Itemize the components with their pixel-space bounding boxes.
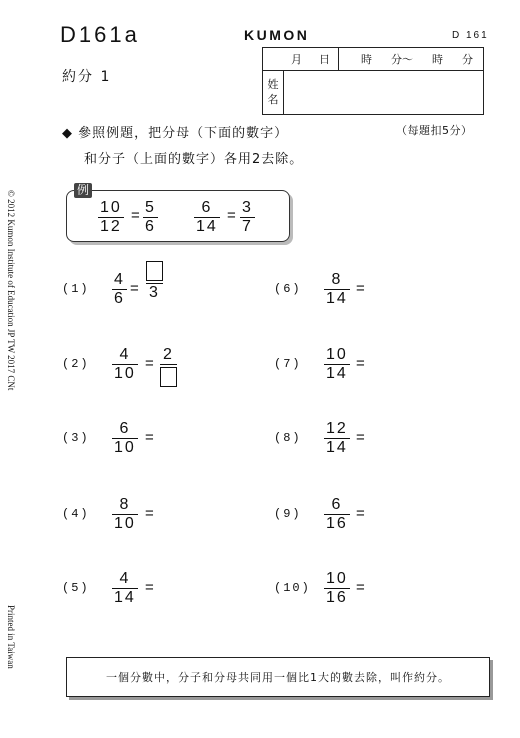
minute-start-label: 分～ xyxy=(391,53,413,66)
numerator: 12 xyxy=(326,420,348,437)
kumon-logo: KUMON xyxy=(244,27,310,43)
numerator: 10 xyxy=(326,346,348,363)
numerator: 4 xyxy=(119,570,131,587)
numerator: 5 xyxy=(145,199,156,216)
problem-number: (4) xyxy=(62,507,90,521)
numerator: 6 xyxy=(201,199,213,216)
problem-5-fraction xyxy=(112,570,138,607)
problem-7-fraction xyxy=(324,346,350,383)
denominator: 16 xyxy=(326,589,348,606)
problem-1-answer xyxy=(146,261,163,302)
worksheet-code: D161a xyxy=(60,22,140,47)
numerator: 6 xyxy=(331,496,343,513)
example-1-answer xyxy=(143,199,158,236)
time-cell xyxy=(339,48,483,70)
definition-text: 一個分數中，分子和分母共同用一個比1大的數去除，叫作約分。 xyxy=(106,671,450,684)
equals-sign: = xyxy=(145,579,154,596)
denominator: 7 xyxy=(242,218,253,235)
problem-10-fraction xyxy=(324,570,350,607)
worksheet-code-small: D 161 xyxy=(452,30,489,41)
problem-number: (6) xyxy=(274,282,302,296)
hour-end-label: 時 xyxy=(432,53,443,66)
problem-2-answer xyxy=(160,346,177,387)
denominator: 12 xyxy=(100,218,122,235)
name-label-top: 姓 xyxy=(267,78,279,91)
denominator: 3 xyxy=(149,284,160,301)
problem-number: (9) xyxy=(274,507,302,521)
equals-sign: = xyxy=(145,505,154,522)
problem-number: (8) xyxy=(274,431,302,445)
numerator: 2 xyxy=(163,346,174,363)
instruction xyxy=(62,121,303,173)
problem-number: (2) xyxy=(62,357,90,371)
name-field[interactable] xyxy=(284,71,483,114)
copyright-text: © 2012 Kumon Institute of Education JP TW 2017 CNt xyxy=(6,190,16,391)
denominator: 14 xyxy=(326,290,348,307)
denominator: 6 xyxy=(114,290,125,307)
denominator: 14 xyxy=(196,218,218,235)
denominator: 10 xyxy=(114,515,136,532)
denominator-answer-box[interactable] xyxy=(160,367,177,387)
equals-sign: = xyxy=(131,207,140,224)
example-tag: 例 xyxy=(74,183,92,198)
problem-number: (10) xyxy=(274,581,311,595)
numerator: 10 xyxy=(100,199,122,216)
problem-number: (1) xyxy=(62,282,90,296)
instruction-line-1: ◆ 參照例題，把分母（下面的數字） xyxy=(62,126,289,141)
printed-in-vertical xyxy=(2,605,22,715)
problem-8-fraction xyxy=(324,420,350,457)
equals-sign: = xyxy=(356,579,365,596)
fraction-bar xyxy=(160,364,177,365)
problem-number: (5) xyxy=(62,581,90,595)
numerator: 10 xyxy=(326,570,348,587)
lesson-title: 約分 1 xyxy=(62,69,112,85)
problem-9-fraction xyxy=(324,496,350,533)
equals-sign: = xyxy=(130,280,139,297)
definition-note xyxy=(66,657,490,697)
hour-start-label: 時 xyxy=(361,53,372,66)
problem-3-fraction xyxy=(112,420,138,457)
problem-number: (7) xyxy=(274,357,302,371)
copyright-vertical xyxy=(2,190,22,440)
equals-sign: = xyxy=(227,207,236,224)
equals-sign: = xyxy=(145,429,154,446)
instruction-line-2: 和分子（上面的數字）各用2去除。 xyxy=(84,152,304,167)
numerator: 6 xyxy=(119,420,131,437)
example-1-fraction xyxy=(98,199,124,236)
problem-4-fraction xyxy=(112,496,138,533)
denominator: 6 xyxy=(145,218,156,235)
denominator: 10 xyxy=(114,439,136,456)
denominator: 16 xyxy=(326,515,348,532)
equals-sign: = xyxy=(145,355,154,372)
name-label xyxy=(263,70,284,114)
points-note: （每題扣5分） xyxy=(396,124,473,137)
problem-6-fraction xyxy=(324,271,350,308)
numerator: 8 xyxy=(119,496,131,513)
numerator: 4 xyxy=(119,346,131,363)
denominator: 14 xyxy=(326,439,348,456)
denominator: 14 xyxy=(326,365,348,382)
example-2-answer xyxy=(240,199,255,236)
equals-sign: = xyxy=(356,505,365,522)
date-time-name-box xyxy=(262,47,484,115)
equals-sign: = xyxy=(356,280,365,297)
printed-in-text: Printed in Taiwan xyxy=(6,605,16,669)
equals-sign: = xyxy=(356,355,365,372)
name-label-bottom: 名 xyxy=(267,93,279,106)
problem-2-fraction xyxy=(112,346,138,383)
numerator: 4 xyxy=(114,271,125,288)
denominator: 10 xyxy=(114,365,136,382)
numerator-answer-box[interactable] xyxy=(146,261,163,281)
problem-1-fraction xyxy=(112,271,127,308)
example-2-fraction xyxy=(194,199,220,236)
minute-end-label: 分 xyxy=(462,53,473,66)
day-label: 日 xyxy=(319,53,330,66)
numerator: 3 xyxy=(242,199,253,216)
equals-sign: = xyxy=(356,429,365,446)
date-cell xyxy=(263,48,339,70)
month-label: 月 xyxy=(291,53,302,66)
numerator: 8 xyxy=(331,271,343,288)
problem-number: (3) xyxy=(62,431,90,445)
date-time-row xyxy=(263,48,483,71)
denominator: 14 xyxy=(114,589,136,606)
